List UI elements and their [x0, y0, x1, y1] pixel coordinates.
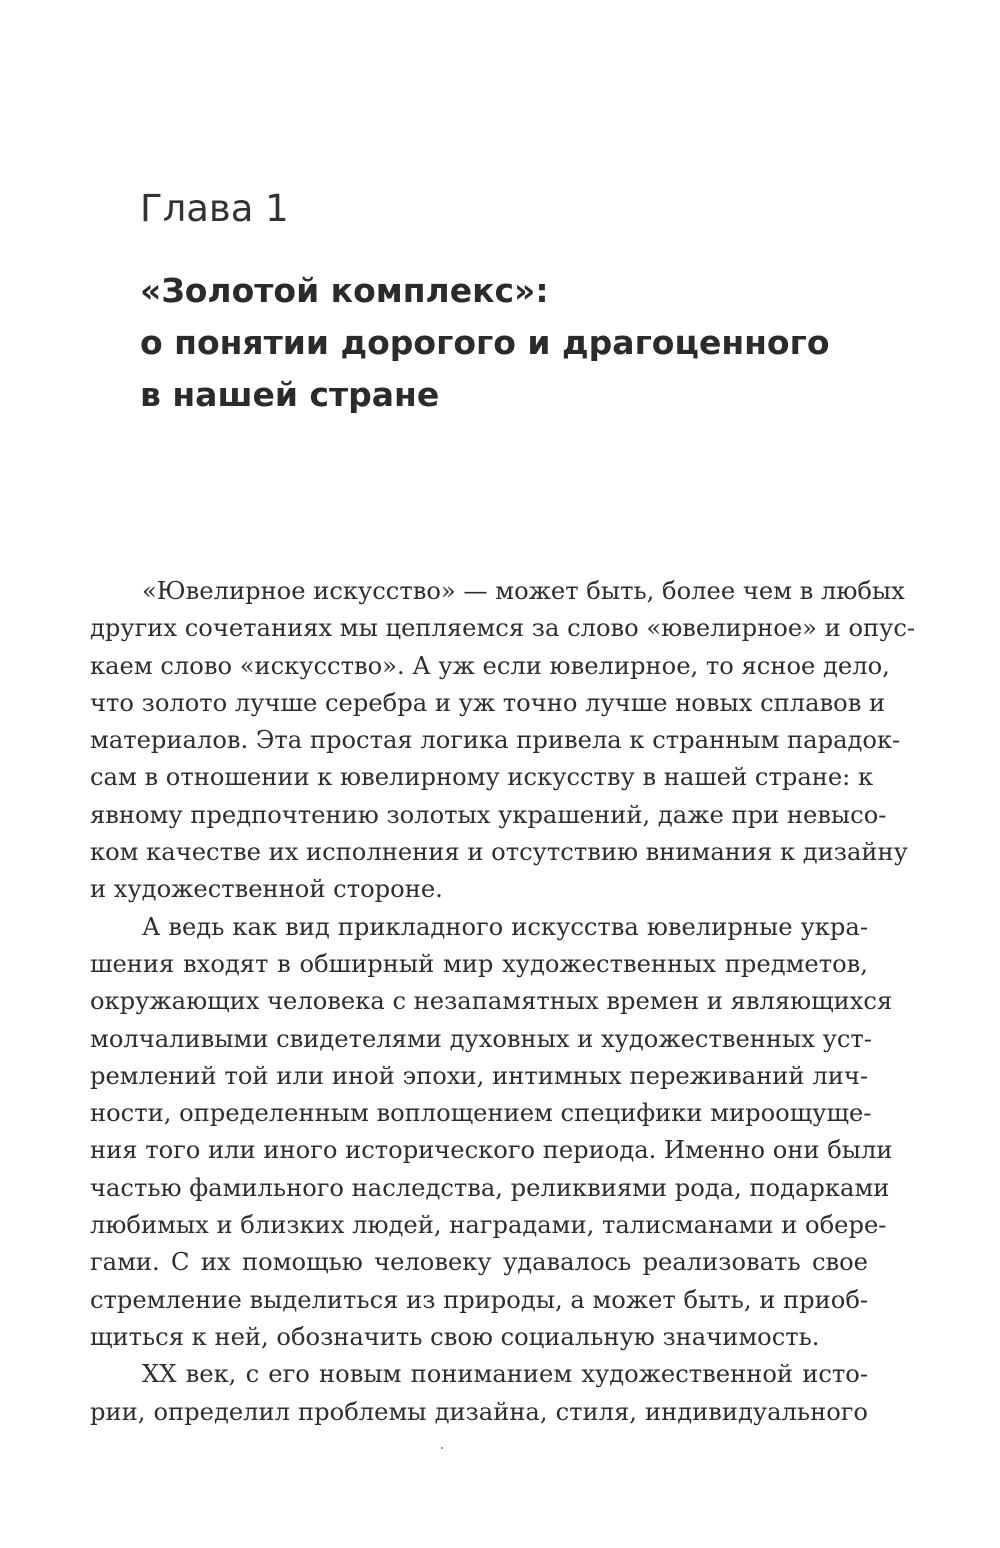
text-line: других сочетаниях мы цепляемся за слово «ювелирное» и опус- [90, 614, 916, 643]
text-line: ния того или иного исторического периода. Именно они были [90, 1136, 893, 1165]
text-line: каем слово «искусство». А уж если ювелирное, то ясное дело, [90, 651, 890, 680]
text-line: любимых и близких людей, наградами, талисманами и обере- [90, 1211, 887, 1240]
paragraph-2 [90, 909, 893, 1357]
text-line: ремлений той или иной эпохи, интимных переживаний лич- [90, 1061, 868, 1090]
text-line: явному предпочтению золотых украшений, даже при невысо- [90, 800, 887, 829]
text-line: щиться к ней, обозначить свою социальную значимость. [90, 1322, 820, 1351]
text-line: гами. С их помощью человеку удавалось реализовать свое [90, 1248, 868, 1277]
text-line: «Ювелирное искусство» — может быть, более чем в любых [142, 577, 905, 605]
text-line: сам в отношении к ювелирному искусству в нашей стране: к [90, 763, 874, 792]
text-line: что золото лучше серебра и уж точно лучше новых сплавов и [90, 688, 886, 717]
chapter-title-line: «Золотой комплекс»: [140, 271, 549, 310]
text-line: материалов. Эта простая логика привела к странным парадок- [90, 726, 901, 755]
text-line: ком качестве их исполнения и отсутствию внимания к дизайну [90, 838, 908, 867]
text-line: и художественной стороне. [90, 875, 443, 904]
text-line: окружающих человека с незапамятных времен и являющихся [90, 987, 893, 1016]
text-line: рии, определил проблемы дизайна, стиля, индивидуального [90, 1397, 868, 1426]
paragraph-1 [90, 573, 916, 909]
text-line: ности, определенным воплощением специфики мироощуще- [90, 1099, 872, 1128]
body-text [90, 573, 916, 1431]
chapter-title-line: о понятии дорогого и драгоценного [140, 323, 830, 362]
chapter-label: Глава 1 [140, 187, 289, 230]
paragraph-3 [90, 1356, 868, 1431]
print-speck [441, 1447, 443, 1449]
text-line: стремление выделиться из природы, а может быть, и приоб- [90, 1285, 869, 1314]
chapter-title [140, 265, 900, 421]
text-line: А ведь как вид прикладного искусства ювелирные укра- [142, 912, 868, 941]
chapter-title-line: в нашей стране [140, 375, 440, 414]
text-line: частью фамильного наследства, реликвиями рода, подарками [90, 1173, 890, 1202]
text-line: XX век, с его новым пониманием художественной исто- [142, 1360, 868, 1389]
text-line: шения входят в обширный мир художественных предметов, [90, 949, 868, 978]
text-line: молчаливыми свидетелями духовных и художественных уст- [90, 1024, 872, 1053]
